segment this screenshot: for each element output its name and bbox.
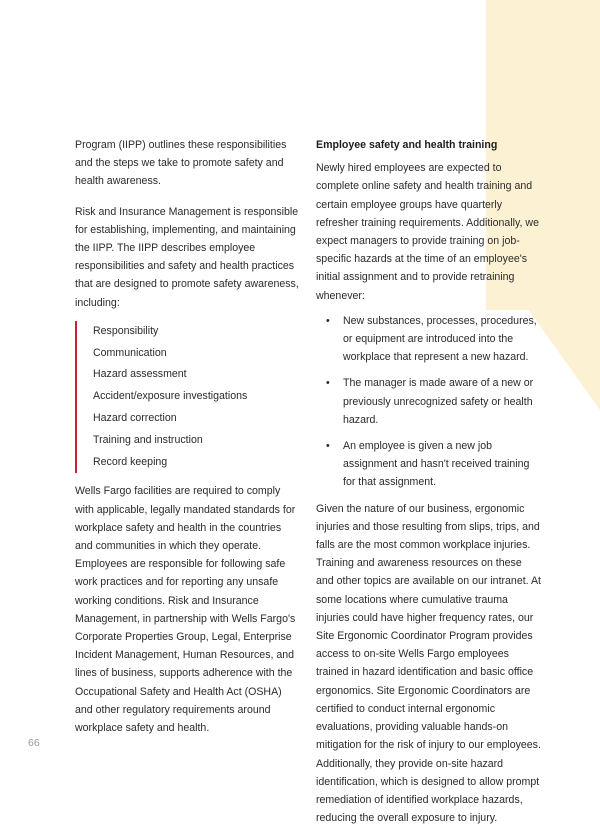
bullet-item [326,312,542,367]
list-item: Record keeping [93,455,168,468]
list-item: Hazard correction [93,412,177,425]
bullet-icon: • [326,314,330,327]
bullet-text: An employee is given a new job assignment and hasn't received training for that assignment. [343,440,530,489]
list-item: Responsibility [93,324,159,337]
page-number: 66 [28,737,40,749]
bullet-icon: • [326,440,330,453]
bullet-text: New substances, processes, procedures, or equipment are introduced into the workplace that represent a new hazard. [343,314,537,364]
bullet-item [326,374,542,429]
list-item: Training and instruction [93,433,203,446]
training-intro-paragraph: Newly hired employees are expected to complete online safety and health training and certain employee groups have quarterly refresher training requirements. Additionally, we expect managers to provide training on job-specific hazards at the time of an employee's initial assignment and to provide retraining whenever: [316,162,539,302]
risk-management-paragraph: Risk and Insurance Management is responsible for establishing, implementing, and maintaining the IIPP. The IIPP describes employee responsibilities and safety and health practices that are designed to promote safety awareness, including: [75,205,299,309]
section-heading: Employee safety and health training [316,139,498,151]
intro-paragraph: Program (IIPP) outlines these responsibilities and the steps we take to promote safety and health awareness. [75,139,287,188]
facilities-paragraph: Wells Fargo facilities are required to comply with applicable, legally mandated standards for workplace safety and health in the countries and communities in which they operate. Employees are responsible for following safe work practices and for reporting any unsafe working conditions. Risk and Insurance Management, in partnership with Wells Fargo's Corporate Properties Group, Legal, Enterprise Incident Management, Human Resources, and lines of business, supports adherence with the Occupational Safety and Health Act (OSHA) and other regulatory requirements around workplace safety and health. [75,485,296,735]
list-item: Accident/exposure investigations [93,390,248,403]
list-item: Hazard assessment [93,368,187,381]
right-column [316,136,542,827]
bullet-text: The manager is made aware of a new or previously unrecognized safety or health hazard. [343,377,534,426]
iipp-elements-list [75,321,300,474]
ergonomics-paragraph: Given the nature of our business, ergonomic injuries and those resulting from slips, trips, and falls are the most common workplace injuries. Training and awareness resources on these and other topics are available on our intranet. At some locations where cumulative trauma injuries could have higher frequency rates, our Site Ergonomic Coordinator Program provides access to on-site Wells Fargo employees trained in hazard identification and basic office ergonomics. Site Ergonomic Coordinators are certified to conduct internal ergonomic evaluations, providing valuable hands-on mitigation for the risk of injury to our employees. Additionally, they provide on-site hazard identification, which is designed to allow prompt remediation of identified workplace hazards, reducing the overall exposure to injury. [316,502,541,825]
bullet-item [326,437,542,492]
list-item: Communication [93,346,167,359]
bullet-icon: • [326,377,330,390]
left-column [75,136,300,737]
retraining-bullet-list [316,312,542,492]
